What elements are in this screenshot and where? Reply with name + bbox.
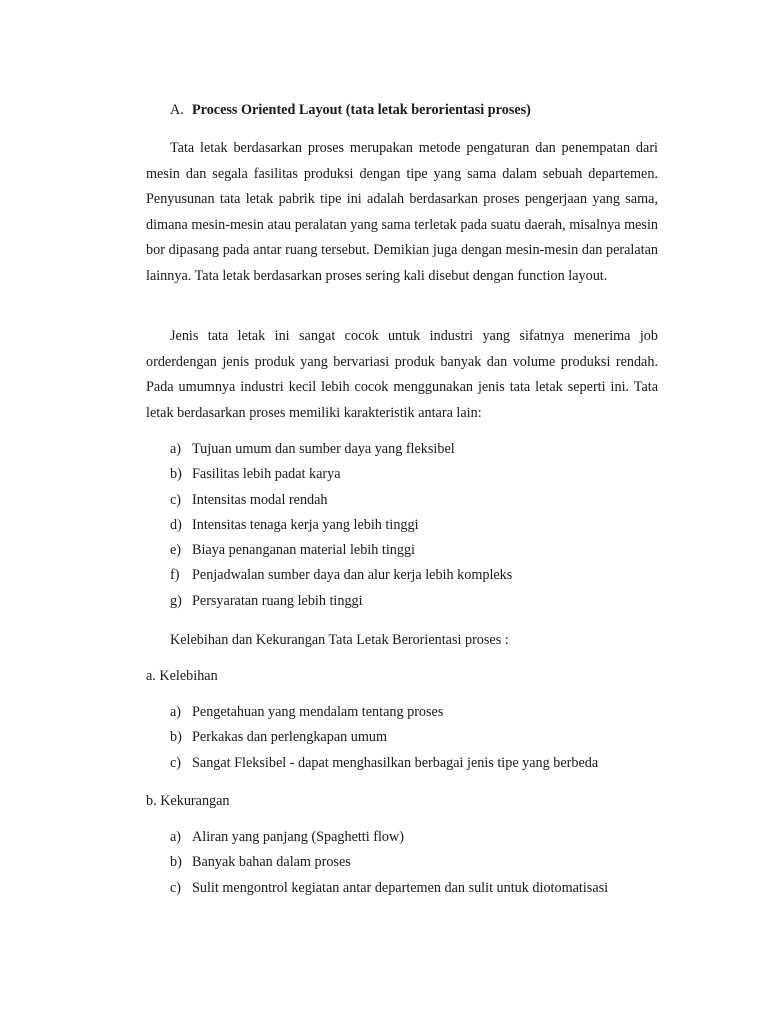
advantages-heading: a. Kelebihan [146,668,218,684]
section-title: Process Oriented Layout (tata letak berorientasi proses) [192,102,531,118]
summary-line: Kelebihan dan Kekurangan Tata Letak Berorientasi proses : [170,632,509,648]
section-letter: A. [170,102,184,118]
list-item [170,589,512,614]
list-marker: g) [170,592,182,609]
list-item-text: Intensitas modal rendah [192,491,328,508]
paragraph-suitability: Jenis tata letak ini sangat cocok untuk industri yang sifatnya menerima job orderdengan jenis produk yang bervariasi produk banyak dan volume produksi rendah. Pada umumnya industri kecil lebih cocok menggunakan jenis tata letak seperti ini. Tata letak berdasarkan proses memiliki karakteristik antara lain: [146,328,658,421]
list-marker: b) [170,854,182,871]
list-item-text: Aliran yang panjang (Spaghetti flow) [192,829,404,845]
list-item-text: Persyaratan ruang lebih tinggi [192,592,363,609]
list-item-text: Fasilitas lebih padat karya [192,466,341,483]
list-item [170,462,512,487]
list-item [170,437,512,462]
characteristics-list [170,437,512,614]
list-marker: c) [170,754,182,771]
list-item [170,513,512,538]
list-item-text: Perkakas dan perlengkapan umum [192,729,388,746]
list-item-text: Sangat Fleksibel - dapat menghasilkan berbagai jenis tipe yang berbeda [192,754,599,771]
list-item [170,488,512,513]
list-item [170,751,598,776]
list-marker: e) [170,542,182,559]
list-item [170,700,598,725]
list-item-text: Pengetahuan yang mendalam tentang proses [192,704,444,720]
list-marker: b) [170,466,182,483]
list-marker: d) [170,516,182,533]
list-item [170,850,608,875]
list-item [170,725,598,750]
list-marker: a) [170,829,182,845]
list-item [170,825,608,850]
list-item-text: Tujuan umum dan sumber daya yang fleksibel [192,441,455,457]
list-item-text: Banyak bahan dalam proses [192,854,351,871]
list-item [170,538,512,563]
list-marker: a) [170,704,182,720]
list-marker: c) [170,879,182,896]
advantages-list [170,700,598,776]
list-item-text: Biaya penanganan material lebih tinggi [192,542,415,559]
list-item-text: Sulit mengontrol kegiatan antar departemen dan sulit untuk diotomatisasi [192,879,609,896]
list-marker: a) [170,441,182,457]
list-item [170,563,512,588]
list-marker: c) [170,491,182,508]
list-item-text: Intensitas tenaga kerja yang lebih tinggi [192,516,419,533]
disadvantages-heading: b. Kekurangan [146,793,230,809]
list-item-text: Penjadwalan sumber daya dan alur kerja lebih kompleks [192,567,513,584]
list-item [170,876,608,901]
disadvantages-list [170,825,608,901]
list-marker: b) [170,729,182,746]
list-marker: f) [170,567,180,584]
section-heading [170,100,531,120]
paragraph-definition: Tata letak berdasarkan proses merupakan metode pengaturan dan penempatan dari mesin dan segala fasilitas produksi dengan tipe yang sama dalam sebuah departemen. Penyusunan tata letak pabrik tipe ini adalah berdasarkan proses pengerjaan yang sama, dimana mesin-mesin atau peralatan yang sama terletak pada suatu daerah, misalnya mesin bor dipasang pada antar ruang tersebut. Demikian juga dengan mesin-mesin dan peralatan lainnya. Tata letak berdasarkan proses sering kali disebut dengan function layout. [146,140,658,284]
